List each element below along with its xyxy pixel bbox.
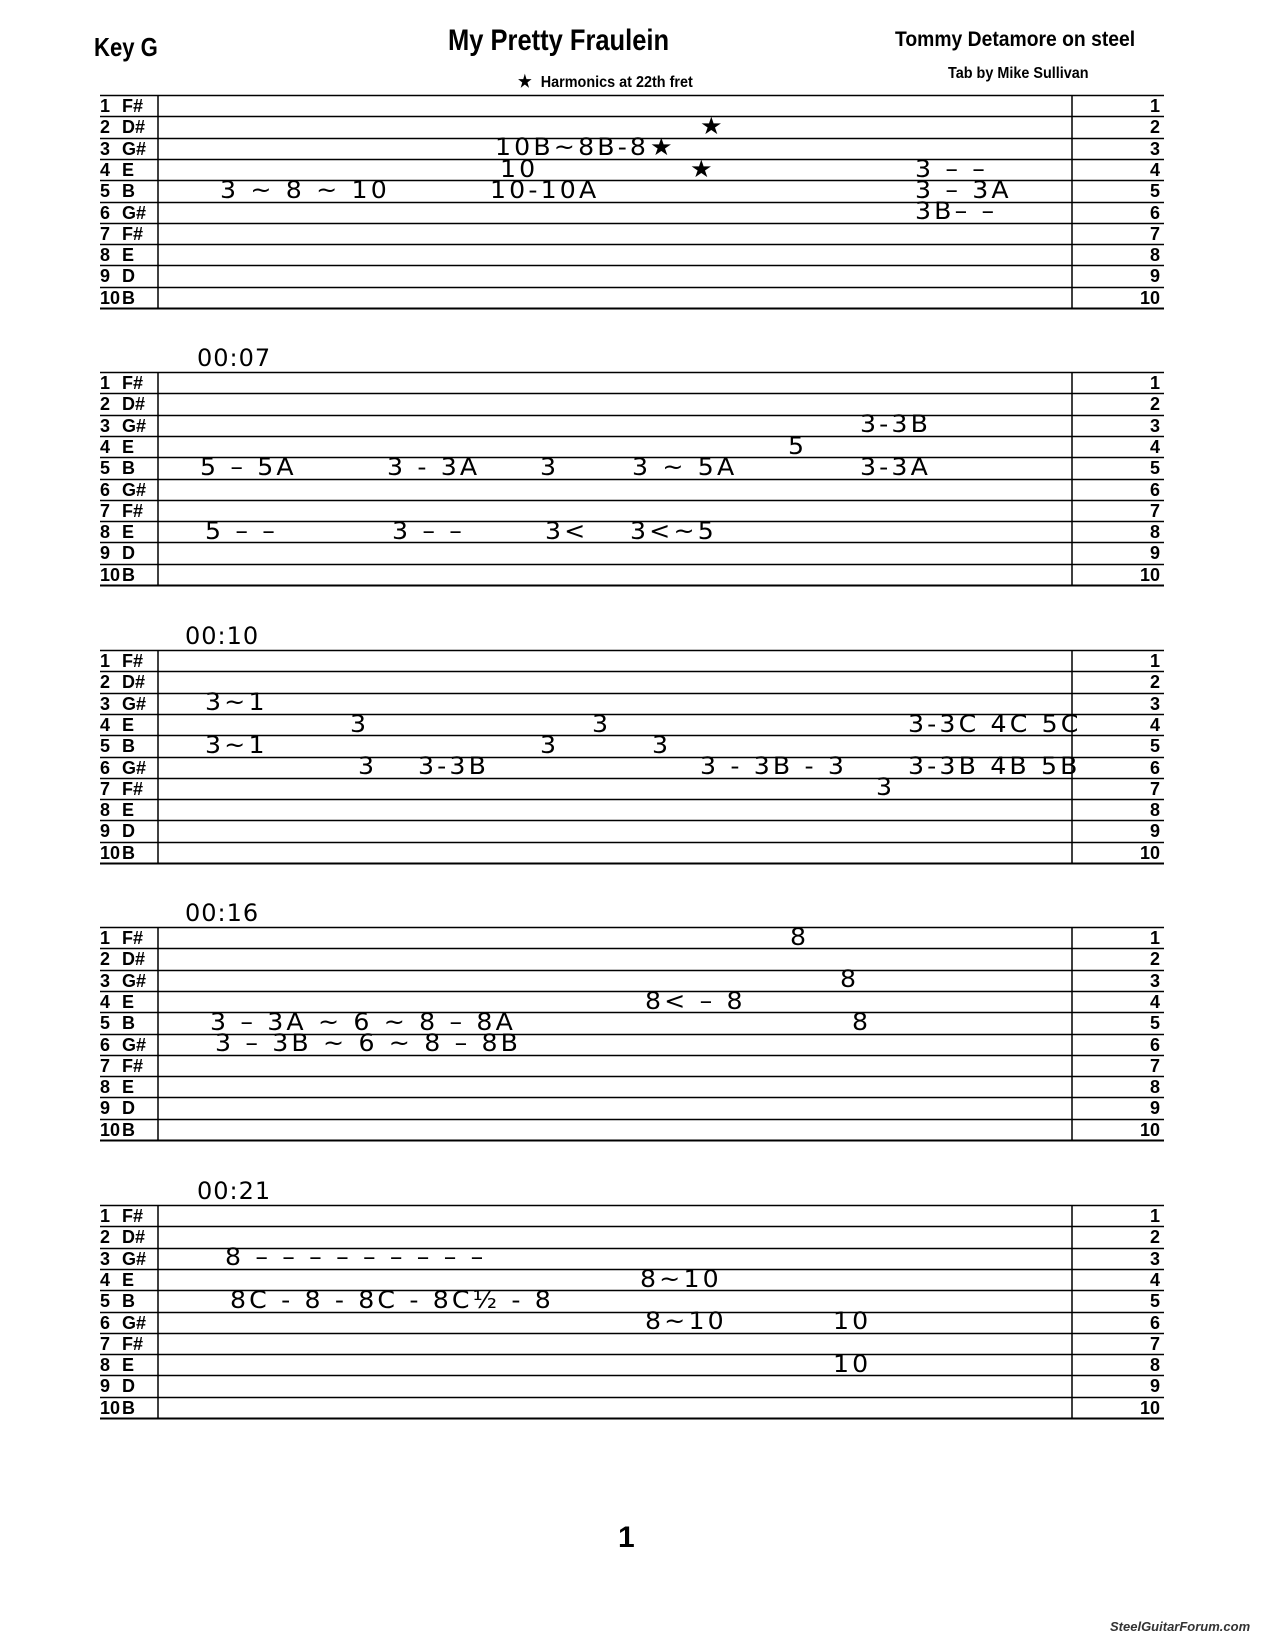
string-tuning: E bbox=[122, 1077, 135, 1098]
string-number: 8 bbox=[100, 1077, 111, 1098]
string-number-right: 4 bbox=[1149, 159, 1160, 180]
string-number-right: 9 bbox=[1149, 1376, 1160, 1397]
string-number: 1 bbox=[100, 651, 111, 671]
string-label bbox=[100, 693, 146, 715]
tab-note: 10 bbox=[833, 1307, 872, 1336]
string-label bbox=[100, 521, 134, 543]
string-tuning: D bbox=[122, 821, 135, 842]
string-number-right: 3 bbox=[1149, 415, 1160, 436]
string-number-right: 3 bbox=[1149, 1248, 1160, 1269]
harmonics-legend bbox=[518, 72, 693, 92]
tab-staff bbox=[100, 95, 1164, 315]
string-number-right: 10 bbox=[1139, 1397, 1160, 1418]
tab-note: 8< – 8 bbox=[645, 986, 746, 1015]
string-tuning: G# bbox=[122, 757, 147, 778]
string-number: 9 bbox=[100, 1098, 111, 1119]
string-number-right: 8 bbox=[1149, 522, 1160, 543]
string-label bbox=[100, 1397, 135, 1419]
string-tuning: E bbox=[122, 159, 135, 180]
string-number: 3 bbox=[100, 1248, 111, 1269]
string-label bbox=[100, 415, 146, 437]
string-label bbox=[100, 564, 135, 586]
string-label bbox=[100, 159, 134, 181]
page-number: 1 bbox=[618, 1521, 635, 1554]
tab-note: 3 – – bbox=[392, 516, 466, 545]
tab-note: 3-3B bbox=[418, 752, 490, 781]
timestamp: 00:10 bbox=[185, 622, 260, 650]
string-label bbox=[100, 1012, 135, 1034]
string-label bbox=[100, 116, 145, 138]
tab-note: 3-3C 4C 5C bbox=[908, 709, 1082, 738]
string-number: 5 bbox=[100, 1013, 111, 1034]
string-number: 8 bbox=[100, 1355, 111, 1376]
string-label bbox=[100, 1354, 134, 1376]
string-number-right: 1 bbox=[1149, 928, 1160, 948]
tab-note: 3 – – bbox=[915, 154, 989, 183]
string-tuning: D bbox=[122, 543, 135, 564]
string-number: 2 bbox=[100, 1227, 111, 1248]
string-number: 10 bbox=[100, 1119, 121, 1140]
timestamp: 00:21 bbox=[197, 1177, 272, 1205]
string-tuning: E bbox=[122, 800, 135, 821]
string-tuning: B bbox=[122, 1119, 135, 1140]
string-number-right: 6 bbox=[1149, 202, 1160, 223]
string-tuning: G# bbox=[122, 202, 147, 223]
string-label bbox=[100, 991, 134, 1013]
string-number-right: 5 bbox=[1149, 1013, 1160, 1034]
string-label bbox=[100, 842, 135, 864]
string-tuning: B bbox=[122, 736, 135, 757]
string-tuning: D bbox=[122, 266, 135, 287]
tab-note: 8 – – – – – – – – – bbox=[225, 1243, 487, 1272]
string-tuning: D# bbox=[122, 1227, 146, 1248]
string-tuning: E bbox=[122, 436, 135, 457]
string-number-right: 7 bbox=[1149, 1055, 1160, 1076]
string-tuning: E bbox=[122, 522, 135, 543]
tab-note: 10-10A bbox=[490, 175, 600, 204]
string-label bbox=[100, 287, 135, 309]
string-label bbox=[100, 223, 143, 245]
string-label bbox=[100, 671, 145, 693]
string-label bbox=[100, 457, 135, 479]
string-number-right: 8 bbox=[1149, 1077, 1160, 1098]
string-number-right: 8 bbox=[1149, 1355, 1160, 1376]
string-number-right: 2 bbox=[1149, 949, 1160, 970]
tab-note: 8 bbox=[840, 965, 860, 994]
string-number-right: 2 bbox=[1149, 1227, 1160, 1248]
string-number: 7 bbox=[100, 500, 111, 521]
tab-note: 3 ~ 8 ~ 10 bbox=[220, 175, 390, 204]
string-number: 7 bbox=[100, 1055, 111, 1076]
string-number: 6 bbox=[100, 757, 111, 778]
harmonic-star-icon: ★ bbox=[650, 133, 676, 162]
string-tuning: E bbox=[122, 714, 135, 735]
harmonic-star-icon: ★ bbox=[690, 154, 716, 183]
string-label bbox=[100, 735, 135, 757]
string-number-right: 3 bbox=[1149, 138, 1160, 159]
string-tuning: F# bbox=[122, 651, 144, 671]
string-number: 2 bbox=[100, 949, 111, 970]
string-number-right: 6 bbox=[1149, 757, 1160, 778]
string-tuning: G# bbox=[122, 970, 147, 991]
tab-note: 3 bbox=[350, 709, 370, 738]
string-tuning: D bbox=[122, 1098, 135, 1119]
string-label bbox=[100, 1034, 146, 1056]
string-tuning: B bbox=[122, 842, 135, 863]
tab-note: 8~10 bbox=[645, 1307, 727, 1336]
string-number-right: 9 bbox=[1149, 821, 1160, 842]
string-number: 6 bbox=[100, 1312, 111, 1333]
string-number-right: 8 bbox=[1149, 800, 1160, 821]
string-label bbox=[100, 1205, 143, 1227]
harmonic-star-icon: ★ bbox=[700, 111, 726, 140]
string-label bbox=[100, 778, 143, 800]
string-number-right: 4 bbox=[1149, 991, 1160, 1012]
string-number: 3 bbox=[100, 693, 111, 714]
string-tuning: B bbox=[122, 1397, 135, 1418]
string-label bbox=[100, 799, 134, 821]
string-number: 7 bbox=[100, 223, 111, 244]
string-number-right: 7 bbox=[1149, 223, 1160, 244]
timestamp: 00:16 bbox=[185, 899, 260, 927]
string-tuning: D# bbox=[122, 949, 146, 970]
string-label bbox=[100, 1290, 135, 1312]
string-number-right: 10 bbox=[1139, 1119, 1160, 1140]
string-tuning: D# bbox=[122, 117, 146, 138]
string-tuning: E bbox=[122, 1355, 135, 1376]
string-number: 2 bbox=[100, 117, 111, 138]
string-number: 4 bbox=[100, 714, 111, 735]
string-number: 8 bbox=[100, 522, 111, 543]
string-number: 9 bbox=[100, 266, 111, 287]
string-number-right: 6 bbox=[1149, 1034, 1160, 1055]
string-number-right: 1 bbox=[1149, 96, 1160, 116]
string-label bbox=[100, 180, 135, 202]
string-tuning: F# bbox=[122, 1333, 144, 1354]
string-tuning: G# bbox=[122, 1248, 147, 1269]
tab-note: 8 bbox=[790, 922, 810, 951]
string-number: 9 bbox=[100, 1376, 111, 1397]
artist-credit: Tommy Detamore on steel bbox=[895, 28, 1136, 51]
string-number-right: 1 bbox=[1149, 651, 1160, 671]
string-number-right: 5 bbox=[1149, 736, 1160, 757]
string-label bbox=[100, 927, 143, 949]
string-number: 5 bbox=[100, 1291, 111, 1312]
tab-staff bbox=[100, 1177, 1164, 1425]
string-label bbox=[100, 1312, 146, 1334]
string-label bbox=[100, 500, 143, 522]
string-number: 8 bbox=[100, 245, 111, 266]
string-label bbox=[100, 265, 135, 287]
string-number: 7 bbox=[100, 778, 111, 799]
tab-note: 3 ~ 5A bbox=[632, 452, 738, 481]
string-number-right: 4 bbox=[1149, 436, 1160, 457]
tab-note: 3 - 3A bbox=[387, 452, 481, 481]
string-number: 9 bbox=[100, 821, 111, 842]
string-tuning: G# bbox=[122, 693, 147, 714]
string-label bbox=[100, 1076, 134, 1098]
tab-note: 3 bbox=[540, 452, 560, 481]
string-tuning: B bbox=[122, 564, 135, 585]
tab-note: 10 bbox=[500, 154, 539, 183]
string-number-right: 7 bbox=[1149, 500, 1160, 521]
string-label bbox=[100, 1248, 146, 1270]
string-label bbox=[100, 95, 143, 117]
string-label bbox=[100, 1119, 135, 1141]
string-label bbox=[100, 244, 134, 266]
string-number: 9 bbox=[100, 543, 111, 564]
string-number-right: 8 bbox=[1149, 245, 1160, 266]
tab-note: 3-3B bbox=[860, 410, 932, 439]
string-label bbox=[100, 436, 134, 458]
string-tuning: D bbox=[122, 1376, 135, 1397]
string-number: 10 bbox=[100, 842, 121, 863]
string-number-right: 10 bbox=[1139, 287, 1160, 308]
string-number-right: 5 bbox=[1149, 181, 1160, 202]
tab-staff bbox=[100, 622, 1164, 870]
string-number: 3 bbox=[100, 415, 111, 436]
string-label bbox=[100, 1097, 135, 1119]
string-label bbox=[100, 820, 135, 842]
string-number-right: 4 bbox=[1149, 714, 1160, 735]
string-number-right: 6 bbox=[1149, 479, 1160, 500]
string-tuning: F# bbox=[122, 778, 144, 799]
string-number-right: 1 bbox=[1149, 373, 1160, 393]
string-number-right: 10 bbox=[1139, 842, 1160, 863]
string-tuning: G# bbox=[122, 415, 147, 436]
tab-note: 8 bbox=[852, 1007, 872, 1036]
string-number-right: 2 bbox=[1149, 117, 1160, 138]
string-number: 6 bbox=[100, 1034, 111, 1055]
tab-note: 3 bbox=[876, 773, 896, 802]
string-number: 4 bbox=[100, 1269, 111, 1290]
tab-author: Tab by Mike Sullivan bbox=[948, 65, 1089, 82]
string-number-right: 2 bbox=[1149, 394, 1160, 415]
string-number-right: 5 bbox=[1149, 458, 1160, 479]
string-number: 6 bbox=[100, 202, 111, 223]
string-number-right: 5 bbox=[1149, 1291, 1160, 1312]
tab-note: 3B– – bbox=[915, 197, 998, 226]
string-number: 10 bbox=[100, 1397, 121, 1418]
timestamp: 00:07 bbox=[197, 344, 272, 372]
string-number: 4 bbox=[100, 436, 111, 457]
string-number: 1 bbox=[100, 373, 111, 393]
string-tuning: F# bbox=[122, 223, 144, 244]
string-label bbox=[100, 1333, 143, 1355]
string-tuning: F# bbox=[122, 373, 144, 393]
string-number-right: 7 bbox=[1149, 1333, 1160, 1354]
string-number-right: 3 bbox=[1149, 970, 1160, 991]
tab-staff bbox=[100, 899, 1164, 1147]
star-icon: ★ bbox=[518, 72, 532, 91]
string-label bbox=[100, 202, 146, 224]
string-number-right: 10 bbox=[1139, 564, 1160, 585]
tab-note: 3 bbox=[592, 709, 612, 738]
string-tuning: E bbox=[122, 1269, 135, 1290]
string-tuning: B bbox=[122, 1013, 135, 1034]
tab-note: 5 – – bbox=[205, 516, 279, 545]
string-tuning: B bbox=[122, 287, 135, 308]
string-label bbox=[100, 479, 146, 501]
string-number: 10 bbox=[100, 564, 121, 585]
string-tuning: F# bbox=[122, 1055, 144, 1076]
string-number-right: 9 bbox=[1149, 1098, 1160, 1119]
tab-note: 3 – 3A bbox=[915, 175, 1012, 204]
string-tuning: B bbox=[122, 458, 135, 479]
string-tuning: E bbox=[122, 245, 135, 266]
string-number: 5 bbox=[100, 458, 111, 479]
tab-note: 5 – 5A bbox=[200, 452, 297, 481]
string-number: 1 bbox=[100, 1206, 111, 1226]
string-label bbox=[100, 393, 145, 415]
string-tuning: G# bbox=[122, 479, 147, 500]
string-tuning: F# bbox=[122, 1206, 144, 1226]
string-number: 5 bbox=[100, 181, 111, 202]
tab-note: 3-3B 4B 5B bbox=[908, 752, 1081, 781]
string-number-right: 2 bbox=[1149, 672, 1160, 693]
tab-note: 3 bbox=[358, 752, 378, 781]
string-label bbox=[100, 948, 145, 970]
string-label bbox=[100, 1055, 143, 1077]
string-number-right: 9 bbox=[1149, 266, 1160, 287]
string-number: 2 bbox=[100, 394, 111, 415]
string-label bbox=[100, 757, 146, 779]
string-number-right: 9 bbox=[1149, 543, 1160, 564]
tab-staff bbox=[100, 344, 1164, 592]
string-tuning: B bbox=[122, 1291, 135, 1312]
tab-note: 3 bbox=[652, 730, 672, 759]
string-label bbox=[100, 542, 135, 564]
string-number-right: 1 bbox=[1149, 1206, 1160, 1226]
tab-note: 3< bbox=[545, 516, 589, 545]
string-label bbox=[100, 970, 146, 992]
tab-note: 3 – 3B ~ 6 ~ 8 – 8B bbox=[215, 1029, 522, 1058]
key-signature: Key G bbox=[94, 32, 158, 62]
string-tuning: D# bbox=[122, 394, 146, 415]
string-label bbox=[100, 714, 134, 736]
tab-note: 3 – 3A ~ 6 ~ 8 – 8A bbox=[210, 1007, 517, 1036]
string-number-right: 4 bbox=[1149, 1269, 1160, 1290]
tab-note: 3 - 3B - 3 bbox=[700, 752, 848, 781]
string-tuning: G# bbox=[122, 138, 147, 159]
string-label bbox=[100, 372, 143, 394]
string-label bbox=[100, 138, 146, 160]
string-tuning: G# bbox=[122, 1312, 147, 1333]
tab-note: 10 bbox=[833, 1349, 872, 1378]
string-number-right: 6 bbox=[1149, 1312, 1160, 1333]
tab-note: 8~10 bbox=[640, 1264, 722, 1293]
string-number: 1 bbox=[100, 96, 111, 116]
tab-note: 10B~8B-8 bbox=[495, 133, 650, 162]
tab-note: 3-3A bbox=[860, 452, 932, 481]
string-number: 4 bbox=[100, 991, 111, 1012]
string-number: 5 bbox=[100, 736, 111, 757]
string-number-right: 3 bbox=[1149, 693, 1160, 714]
string-number-right: 7 bbox=[1149, 778, 1160, 799]
string-tuning: F# bbox=[122, 928, 144, 948]
tab-note: 3~1 bbox=[205, 688, 268, 717]
string-label bbox=[100, 650, 143, 672]
watermark: SteelGuitarForum.com bbox=[1110, 1619, 1251, 1634]
harmonics-legend-text: Harmonics at 22th fret bbox=[540, 74, 693, 91]
string-tuning: D# bbox=[122, 672, 146, 693]
string-number: 3 bbox=[100, 970, 111, 991]
string-tuning: G# bbox=[122, 1034, 147, 1055]
string-number: 1 bbox=[100, 928, 111, 948]
string-number: 4 bbox=[100, 159, 111, 180]
string-label bbox=[100, 1226, 145, 1248]
string-tuning: E bbox=[122, 991, 135, 1012]
string-number: 2 bbox=[100, 672, 111, 693]
tab-note: 5 bbox=[788, 431, 808, 460]
song-title: My Pretty Fraulein bbox=[448, 24, 670, 57]
string-number: 6 bbox=[100, 479, 111, 500]
tab-note: 3<~5 bbox=[630, 516, 717, 545]
string-number: 10 bbox=[100, 287, 121, 308]
tab-note: 3~1 bbox=[205, 730, 268, 759]
string-label bbox=[100, 1269, 134, 1291]
string-number: 8 bbox=[100, 800, 111, 821]
string-tuning: B bbox=[122, 181, 135, 202]
string-number: 3 bbox=[100, 138, 111, 159]
string-tuning: F# bbox=[122, 96, 144, 116]
string-label bbox=[100, 1375, 135, 1397]
string-tuning: F# bbox=[122, 500, 144, 521]
tab-note: 3 bbox=[540, 730, 560, 759]
tab-note: 8C - 8 - 8C - 8C½ - 8 bbox=[230, 1285, 554, 1314]
string-number: 7 bbox=[100, 1333, 111, 1354]
